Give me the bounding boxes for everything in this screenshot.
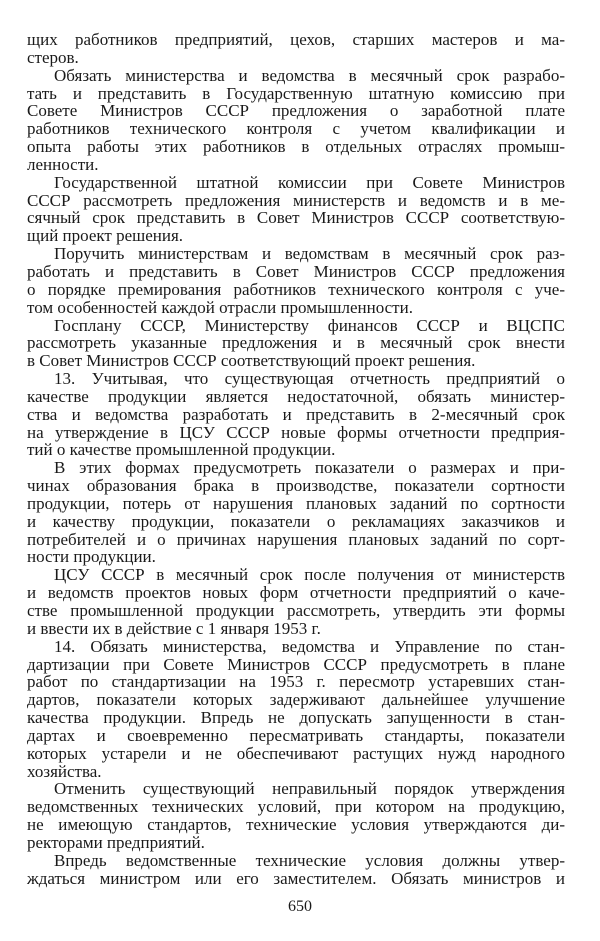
paragraph (27, 638, 565, 781)
text-line: хозяйства. (27, 761, 102, 781)
paragraph (27, 566, 565, 637)
text-line: работ по стандартизации на 1953 г. пересмотр устаревших стан- (27, 672, 565, 692)
text-line: ректорами предприятий. (27, 832, 205, 852)
paragraph (27, 370, 565, 459)
text-line: ЦСУ СССР в месячный срок после получения от министерств (54, 565, 565, 585)
text-line: тать и представить в Государственную штатную комиссию при (27, 83, 565, 103)
paragraph (27, 67, 565, 174)
text-line: ждаться министром или его заместителем. Обязать министров и (27, 868, 565, 888)
text-line: и ввести их в действие с 1 января 1953 г. (27, 618, 321, 638)
text-line: щих работников предприятий, цехов, старших мастеров и ма- (27, 30, 565, 49)
page-number: 650 (288, 898, 312, 915)
text-line: продукции, потерь от нарушения плановых заданий по сортности (27, 493, 565, 513)
text-line: Госплану СССР, Министерству финансов СССР и ВЦСПС (54, 315, 565, 335)
text-line: В этих формах предусмотреть показатели о размерах и при- (54, 458, 565, 478)
text-line: ства и ведомства разработать и представить в 2-месячный срок (27, 404, 565, 424)
text-line: Отменить существующий неправильный порядок утверждения (54, 779, 565, 799)
text-line: работников технического контроля с учетом квалификации и (27, 119, 565, 139)
text-line: тий о качестве промышленной продукции. (27, 440, 336, 460)
text-line: качества продукции. Впредь не допускать запущенности в стан- (27, 708, 565, 728)
text-line: Совете Министров СССР предложения о заработной плате (27, 101, 565, 121)
page-body-text (27, 31, 565, 888)
text-line: которых устарели и не обеспечивают растущих нужд народного (27, 743, 565, 763)
paragraph (27, 459, 565, 566)
text-line: Государственной штатной комиссии при Совете Министров (54, 172, 565, 192)
paragraph (27, 317, 565, 371)
text-line: сячный срок представить в Совет Министров СССР соответствую- (27, 208, 565, 228)
paragraph (27, 31, 565, 67)
text-line: и качеству продукции, показатели о рекламациях заказчиков и (27, 511, 565, 531)
text-line: потребителей и о причинах нарушения плановых заданий по сорт- (27, 529, 565, 549)
text-line: ности продукции. (27, 547, 156, 567)
text-line: ленности. (27, 154, 99, 174)
text-line: Обязать министерства и ведомства в месячный срок разрабо- (54, 65, 565, 85)
text-line: и ведомств проектов новых форм отчетности предприятий о каче- (27, 583, 565, 603)
text-line: в Совет Министров СССР соответствующий проект решения. (27, 351, 476, 371)
text-line: том особенностей каждой отрасли промышленности. (27, 297, 413, 317)
text-line: чинах образования брака в производстве, показатели сортности (27, 476, 565, 496)
text-line: дартах и своевременно пересматривать стандарты, показатели (27, 725, 565, 745)
paragraph (27, 852, 565, 888)
text-line: качестве продукции является недостаточной, обязать министер- (27, 386, 565, 406)
text-line: не имеющую стандартов, технические условия утверждаются ди- (27, 815, 565, 835)
text-line: щий проект решения. (27, 226, 184, 246)
text-line: ведомственных технических условий, при котором на продукцию, (27, 797, 565, 817)
text-line: СССР рассмотреть предложения министерств и ведомств и в ме- (27, 190, 565, 210)
text-line: Впредь ведомственные технические условия должны утвер- (54, 850, 565, 870)
paragraph (27, 780, 565, 851)
text-line: 13. Учитывая, что существующая отчетность предприятий о (54, 369, 565, 389)
paragraph (27, 245, 565, 316)
paragraph (27, 174, 565, 245)
text-line: опыта работы этих работников в отдельных отраслях промыш- (27, 137, 565, 157)
text-line: работать и представить в Совет Министров СССР предложения (27, 261, 565, 281)
text-line: на утверждение в ЦСУ СССР новые формы отчетности предприя- (27, 422, 565, 442)
text-line: рассмотреть указанные предложения и в месячный срок внести (27, 333, 565, 353)
text-line: 14. Обязать министерства, ведомства и Управление по стан- (54, 636, 565, 656)
text-line: Поручить министерствам и ведомствам в месячный срок раз- (54, 244, 565, 264)
text-line: стеров. (27, 47, 79, 67)
text-line: стве промышленной продукции рассмотреть, утвердить эти формы (27, 601, 565, 620)
text-line: о порядке премирования работников технического контроля с уче- (27, 279, 565, 299)
text-line: дартизации при Совете Министров СССР предусмотреть в плане (27, 654, 565, 674)
text-line: дартов, показатели которых задерживают дальнейшее улучшение (27, 690, 565, 710)
